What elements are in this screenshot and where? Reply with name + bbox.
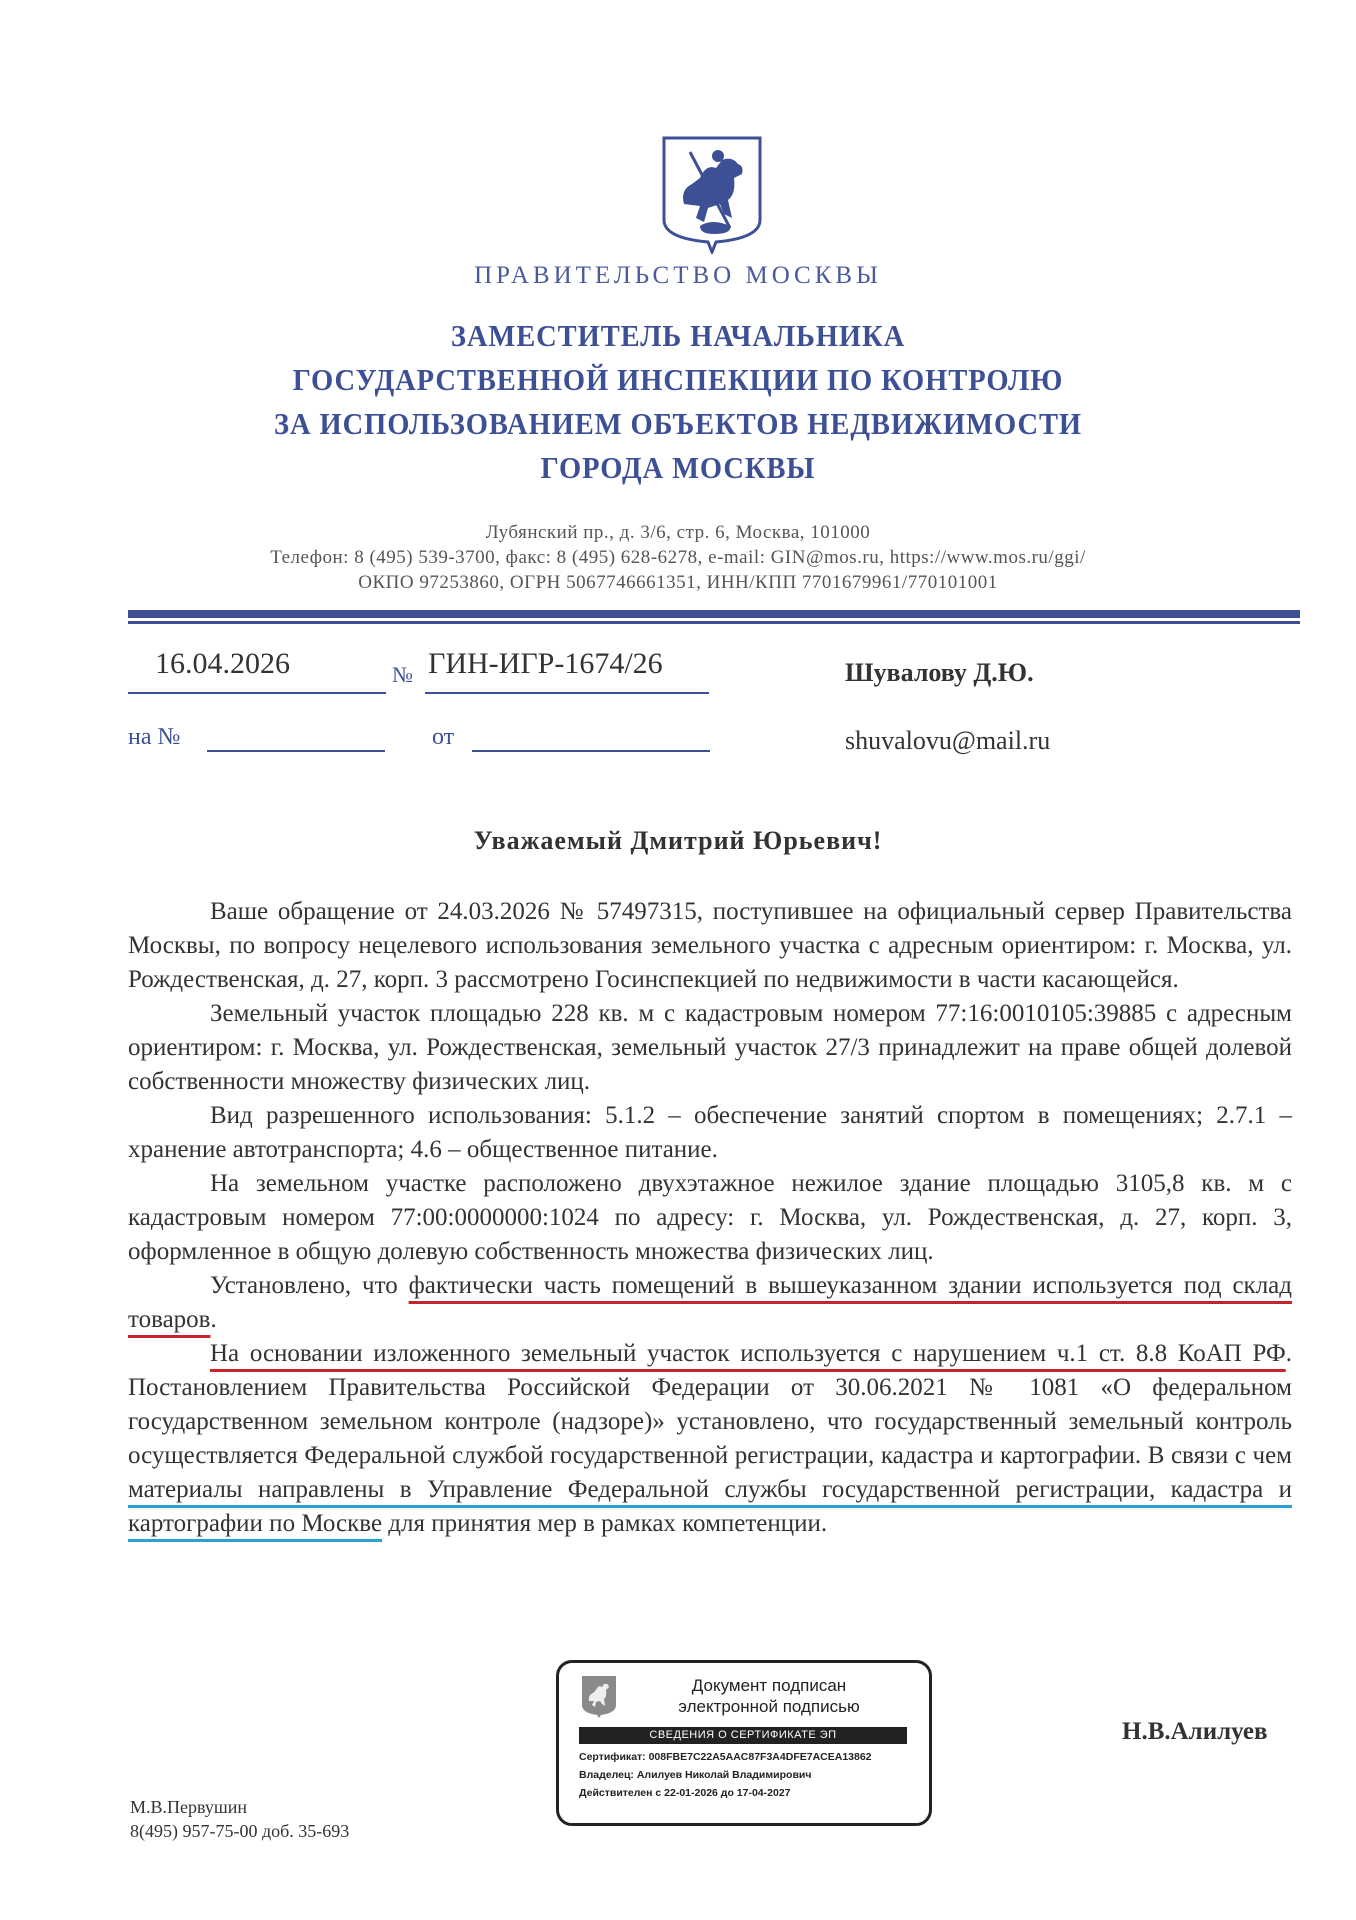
document-date: 16.04.2026 xyxy=(155,647,290,680)
finding-end: . xyxy=(210,1306,217,1333)
number-sign: № xyxy=(392,662,413,687)
reply-from-label: от xyxy=(432,724,455,750)
electronic-signature-stamp xyxy=(556,1660,932,1826)
paragraph-permitted-use: Вид разрешенного использования: 5.1.2 – обеспечение занятий спортом в помещениях; 2.7.1 – хранение автотранспорта; 4.6 – общественное питание. xyxy=(128,1102,1292,1163)
paragraph-building: На земельном участке расположено двухэтажное нежилое здание площадью 3105,8 кв. м с кадастровым номером 77:00:0000000:1024 по адресу: г. Москва, ул. Рождественская, д. 27, корп. 3, оформленное в общую долевую собственность множества физических лиц. xyxy=(128,1170,1292,1265)
finding-intro: Установлено, что xyxy=(210,1272,409,1299)
conclusion-mid: . Постановлением Правительства Российской Федерации от 30.06.2021 № 1081 «О федеральном государственном земельном контроле (надзоре)» установлено, что государственный земельный контроль осуществляется Федеральной службой государственной регистрации, кадастра и картографии. В связи с чем xyxy=(128,1340,1292,1469)
title-line: ГОРОДА МОСКВЫ xyxy=(540,450,816,485)
certificate-info-bar: СВЕДЕНИЯ О СЕРТИФИКАТЕ ЭП xyxy=(579,1727,907,1744)
signer-name: Н.В.Алилуев xyxy=(1122,1718,1268,1745)
contact-block xyxy=(0,520,1356,595)
highlight-red: На основании изложенного земельный участок используется с нарушением ч.1 ст. 8.8 КоАП РФ xyxy=(210,1340,1286,1367)
executor-phone: 8(495) 957-75-00 доб. 35-693 xyxy=(130,1821,350,1841)
salutation: Уважаемый Дмитрий Юрьевич! xyxy=(473,826,883,855)
paragraph-land-plot: Земельный участок площадью 228 кв. м с кадастровым номером 77:16:0010105:39885 с адресным ориентиром: г. Москва, ул. Рождественская, земельный участок 27/3 принадлежит на праве общей долевой собственности множеству физических лиц. xyxy=(128,1000,1292,1095)
government-name: ПРАВИТЕЛЬСТВО МОСКВЫ xyxy=(474,262,882,289)
conclusion-end: для принятия мер в рамках компетенции. xyxy=(382,1510,828,1537)
moscow-coat-of-arms-icon xyxy=(660,134,764,254)
number-underline xyxy=(425,692,709,694)
department-title xyxy=(54,314,1302,490)
certificate-validity: Действителен с 22-01-2026 до 17-04-2027 xyxy=(579,1787,791,1799)
title-line: ЗА ИСПОЛЬЗОВАНИЕМ ОБЪЕКТОВ НЕДВИЖИМОСТИ xyxy=(273,406,1083,441)
stamp-heading-line: электронной подписью xyxy=(678,1697,860,1716)
recipient-name: Шувалову Д.Ю. xyxy=(845,658,1034,687)
address-line: Лубянский пр., д. 3/6, стр. 6, Москва, 101000 xyxy=(485,522,871,543)
letter-body xyxy=(128,895,1292,1541)
reply-from-blank xyxy=(472,750,710,752)
highlight-blue: материалы направлены в Управление Федеральной службы государственной регистрации, кадастра и картографии по Москве xyxy=(128,1476,1292,1537)
stamp-heading xyxy=(619,1675,919,1717)
moscow-coat-of-arms-icon xyxy=(581,1675,617,1719)
document-number: ГИН-ИГР-1674/26 xyxy=(428,647,663,680)
paragraph-appeal: Ваше обращение от 24.03.2026 № 57497315, поступившее на официальный сервер Правительства Москвы, по вопросу нецелевого использования земельного участка с адресным ориентиром: г. Москва, ул. Рождественская, д. 27, корп. 3 рассмотрено Госинспекцией по недвижимости в части касающейся. xyxy=(128,898,1292,993)
title-line: ЗАМЕСТИТЕЛЬ НАЧАЛЬНИКА xyxy=(450,318,906,353)
requisites-line: ОКПО 97253860, ОГРН 5067746661351, ИНН/КПП 7701679961/770101001 xyxy=(358,572,998,593)
recipient-email[interactable]: shuvalovu@mail.ru xyxy=(845,726,1051,755)
header-divider-thin xyxy=(128,621,1300,624)
header-divider xyxy=(128,610,1300,618)
executor-name: М.В.Первушин xyxy=(130,1797,248,1817)
stamp-heading-line: Документ подписан xyxy=(691,1676,847,1695)
paragraph-finding xyxy=(128,1269,1292,1337)
contacts-line: Телефон: 8 (495) 539-3700, факс: 8 (495) 628-6278, e-mail: GIN@mos.ru, https://www.mos.ru/ggi/ xyxy=(270,547,1086,568)
reply-to-label: на № xyxy=(128,724,181,750)
paragraph-conclusion xyxy=(128,1337,1292,1541)
date-underline xyxy=(128,692,386,694)
title-line: ГОСУДАРСТВЕННОЙ ИНСПЕКЦИИ ПО КОНТРОЛЮ xyxy=(292,362,1064,397)
highlight-red: фактически часть помещений в вышеуказанном здании используется под склад товаров xyxy=(128,1272,1292,1333)
certificate-serial: Сертификат: 008FBE7C22A5AAC87F3A4DFE7ACEA13862 xyxy=(579,1751,872,1763)
executor-block xyxy=(130,1795,349,1843)
certificate-owner: Владелец: Алилуев Николай Владимирович xyxy=(579,1769,812,1781)
reply-to-blank xyxy=(207,750,385,752)
